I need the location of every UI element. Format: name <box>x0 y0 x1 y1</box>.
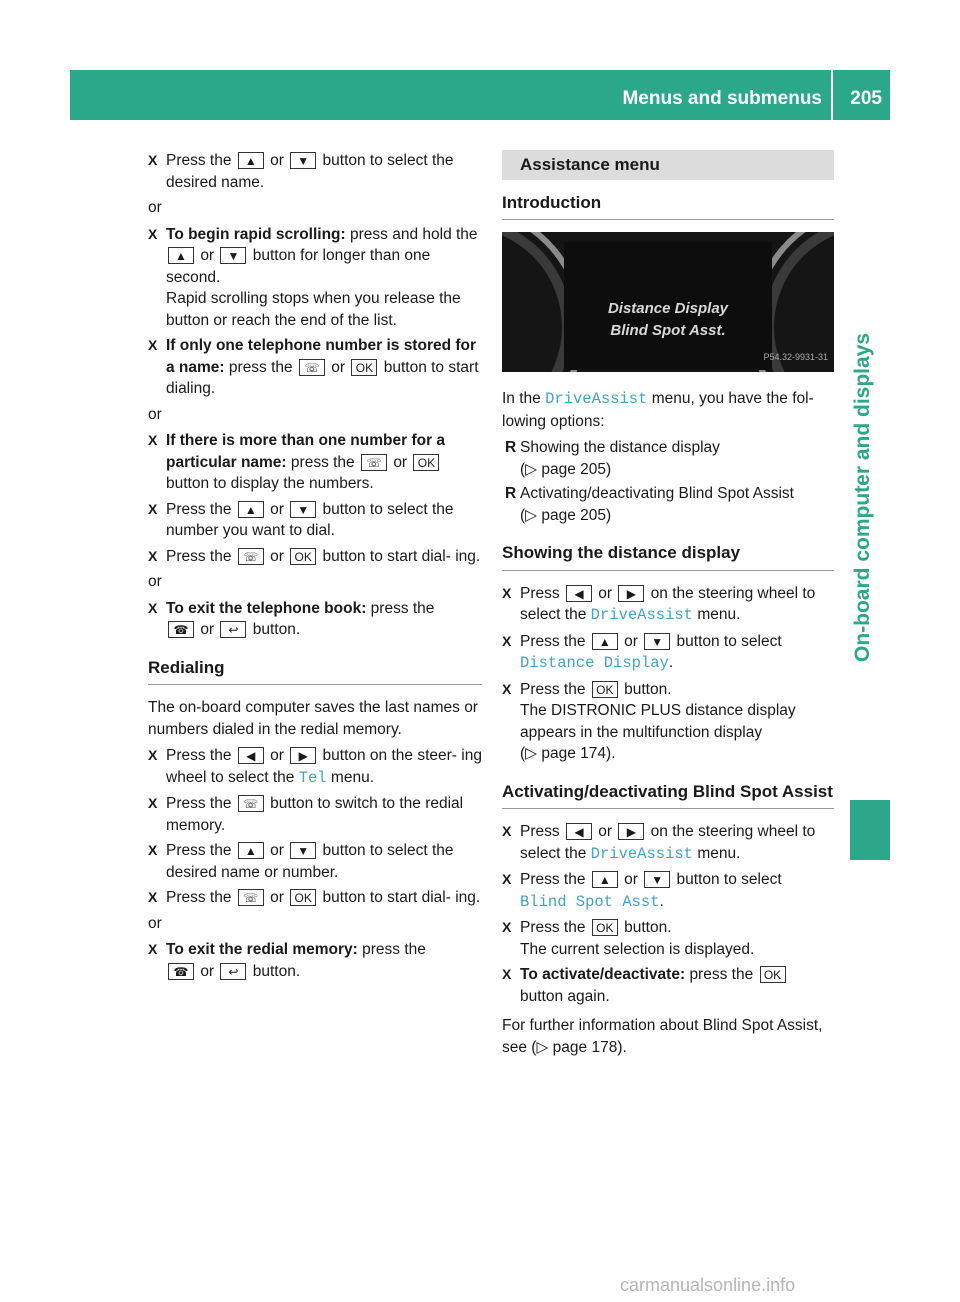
step: X To activate/deactivate: press the OK button again. <box>502 964 834 1007</box>
menu-name: DriveAssist <box>590 606 693 624</box>
phone-key-icon: ☏ <box>238 548 264 565</box>
phone-key-icon: ☏ <box>299 359 325 376</box>
side-tab-label: On-board computer and displays <box>851 332 874 662</box>
bullet-item: R Activating/deactivating Blind Spot Assist (▷ page 205) <box>505 485 794 524</box>
bullet-icon: R <box>505 439 517 456</box>
paragraph: The on-board computer saves the last names or numbers dialed in the redial memory. <box>148 699 478 738</box>
step-arrow-icon: X <box>148 842 158 858</box>
step: X Press the ▲ or ▼ button to select Blind Spot Asst. <box>502 871 782 911</box>
end-call-key-icon: ☎ <box>168 621 194 638</box>
down-key-icon: ▼ <box>290 842 316 859</box>
up-key-icon: ▲ <box>592 633 618 650</box>
page-number: 205 <box>850 88 882 109</box>
step: X To exit the redial memory: press the ☎ or ↩ button. <box>148 941 426 980</box>
back-key-icon: ↩ <box>220 963 246 980</box>
step-arrow-icon: X <box>148 152 158 168</box>
header-divider <box>831 70 833 120</box>
header-bar <box>70 70 890 120</box>
side-tab-marker <box>850 800 890 860</box>
back-key-icon: ↩ <box>220 621 246 638</box>
step-arrow-icon: X <box>148 500 158 517</box>
down-key-icon: ▼ <box>220 247 246 264</box>
cluster-line-2: Blind Spot Asst. <box>610 322 726 339</box>
or-text: or <box>148 199 162 216</box>
image-code: P54.32-9931-31 <box>763 351 828 362</box>
section-title-blind-spot: Activating/deactivating Blind Spot Assist <box>502 781 834 810</box>
step-arrow-icon: X <box>148 747 158 763</box>
ok-key-icon: OK <box>760 966 786 983</box>
step: X Press the ▲ or ▼ button to select the desired name or number. <box>148 842 454 881</box>
menu-item-name: Blind Spot Asst <box>520 892 660 911</box>
step: X Press the ▲ or ▼ button to select Distance Display. <box>502 632 782 672</box>
section-title-redialing: Redialing <box>148 657 482 686</box>
phone-key-icon: ☏ <box>361 454 387 471</box>
step-arrow-icon: X <box>502 632 512 649</box>
menu-item-name: Distance Display <box>520 654 669 672</box>
step: X Press the OK button. The current selection is displayed. <box>502 919 755 958</box>
step-arrow-icon: X <box>502 680 512 697</box>
or-text: or <box>148 914 162 932</box>
left-key-icon: ◀ <box>566 585 592 602</box>
step-arrow-icon: X <box>148 599 158 616</box>
page-reference: (▷ page 205) <box>520 460 612 478</box>
right-key-icon: ▶ <box>618 823 644 840</box>
right-column <box>502 150 834 1063</box>
or-text: or <box>148 573 162 590</box>
step-arrow-icon: X <box>502 584 512 601</box>
paragraph: In the DriveAssist menu, you have the fol- lowing options: <box>502 390 814 430</box>
cluster-line-1: Distance Display <box>607 300 729 317</box>
or-text: or <box>148 405 162 423</box>
phone-key-icon: ☏ <box>238 889 264 906</box>
step: X Press the ▲ or ▼ button to select the number you want to dial. <box>148 500 454 539</box>
step-arrow-icon: X <box>502 823 512 839</box>
right-key-icon: ▶ <box>618 585 644 602</box>
step: X Press the ▲ or ▼ button to select the desired name. <box>148 152 454 191</box>
menu-name: Tel <box>298 768 327 787</box>
page-reference: (▷ page 174). <box>520 745 616 762</box>
ok-key-icon: OK <box>413 454 439 471</box>
left-column <box>148 150 482 986</box>
step: X If only one telephone number is stored for a name: press the ☏ or OK button to start dialing. <box>148 337 479 397</box>
down-key-icon: ▼ <box>644 633 670 650</box>
up-key-icon: ▲ <box>592 871 618 888</box>
up-key-icon: ▲ <box>168 247 194 264</box>
instrument-cluster-image <box>502 232 834 372</box>
menu-name: DriveAssist <box>545 390 648 408</box>
step: X Press the ☏ button to switch to the redial memory. <box>148 795 464 834</box>
left-key-icon: ◀ <box>566 823 592 840</box>
step-arrow-icon: X <box>148 941 158 957</box>
ok-key-icon: OK <box>592 919 618 936</box>
ok-key-icon: OK <box>351 359 377 376</box>
step: X Press the ☏ or OK button to start dial- ing. <box>148 546 482 568</box>
page-reference: (▷ page 205) <box>520 506 612 524</box>
step-arrow-icon: X <box>148 432 158 448</box>
paragraph: For further information about Blind Spot Assist, see (▷ page 178). <box>502 1017 823 1056</box>
step-arrow-icon: X <box>148 547 158 564</box>
end-call-key-icon: ☎ <box>168 963 194 980</box>
menu-name: DriveAssist <box>590 844 693 863</box>
section-bar-assistance-menu: Assistance menu <box>502 150 834 180</box>
section-title-distance-display: Showing the distance display <box>502 542 834 571</box>
down-key-icon: ▼ <box>644 871 670 888</box>
step-arrow-icon: X <box>502 871 512 887</box>
up-key-icon: ▲ <box>238 152 264 169</box>
step: X To begin rapid scrolling: press and hold the ▲ or ▼ button for longer than one second. Rapid scrolling stops when you release the button or reach the end of the list. <box>148 225 478 329</box>
bullet-item: R Showing the distance display (▷ page 205) <box>505 439 720 478</box>
step-arrow-icon: X <box>148 337 158 353</box>
section-title-introduction: Introduction <box>502 192 834 221</box>
down-key-icon: ▼ <box>290 501 316 518</box>
step: X Press ◀ or ▶ on the steering wheel to select the DriveAssist menu. <box>502 584 816 624</box>
step-arrow-icon: X <box>502 966 512 982</box>
watermark: carmanualsonline.info <box>620 1275 796 1295</box>
phone-key-icon: ☏ <box>238 795 264 812</box>
step: X Press the OK button. The DISTRONIC PLUS distance display appears in the multifunction display (▷ page 174). <box>502 680 796 762</box>
step-arrow-icon: X <box>148 795 158 811</box>
bullet-icon: R <box>505 485 517 502</box>
up-key-icon: ▲ <box>238 501 264 518</box>
step: X Press ◀ or ▶ on the steering wheel to select the DriveAssist menu. <box>502 823 816 863</box>
ok-key-icon: OK <box>290 548 316 565</box>
header-title: Menus and submenus <box>622 88 822 109</box>
left-key-icon: ◀ <box>238 747 264 764</box>
step-arrow-icon: X <box>502 919 512 935</box>
up-key-icon: ▲ <box>238 842 264 859</box>
ok-key-icon: OK <box>592 681 618 698</box>
step: X Press the ☏ or OK button to start dial- ing. <box>148 887 482 909</box>
step-arrow-icon: X <box>148 225 158 242</box>
step: X If there is more than one number for a particular name: press the ☏ or OK button to display the numbers. <box>148 432 446 492</box>
ok-key-icon: OK <box>290 889 316 906</box>
step: X Press the ◀ or ▶ button on the steer- ing wheel to select the Tel menu. <box>148 747 482 787</box>
step: X To exit the telephone book: press the ☎ or ↩ button. <box>148 599 435 638</box>
step-arrow-icon: X <box>148 889 158 905</box>
right-key-icon: ▶ <box>290 747 316 764</box>
down-key-icon: ▼ <box>290 152 316 169</box>
